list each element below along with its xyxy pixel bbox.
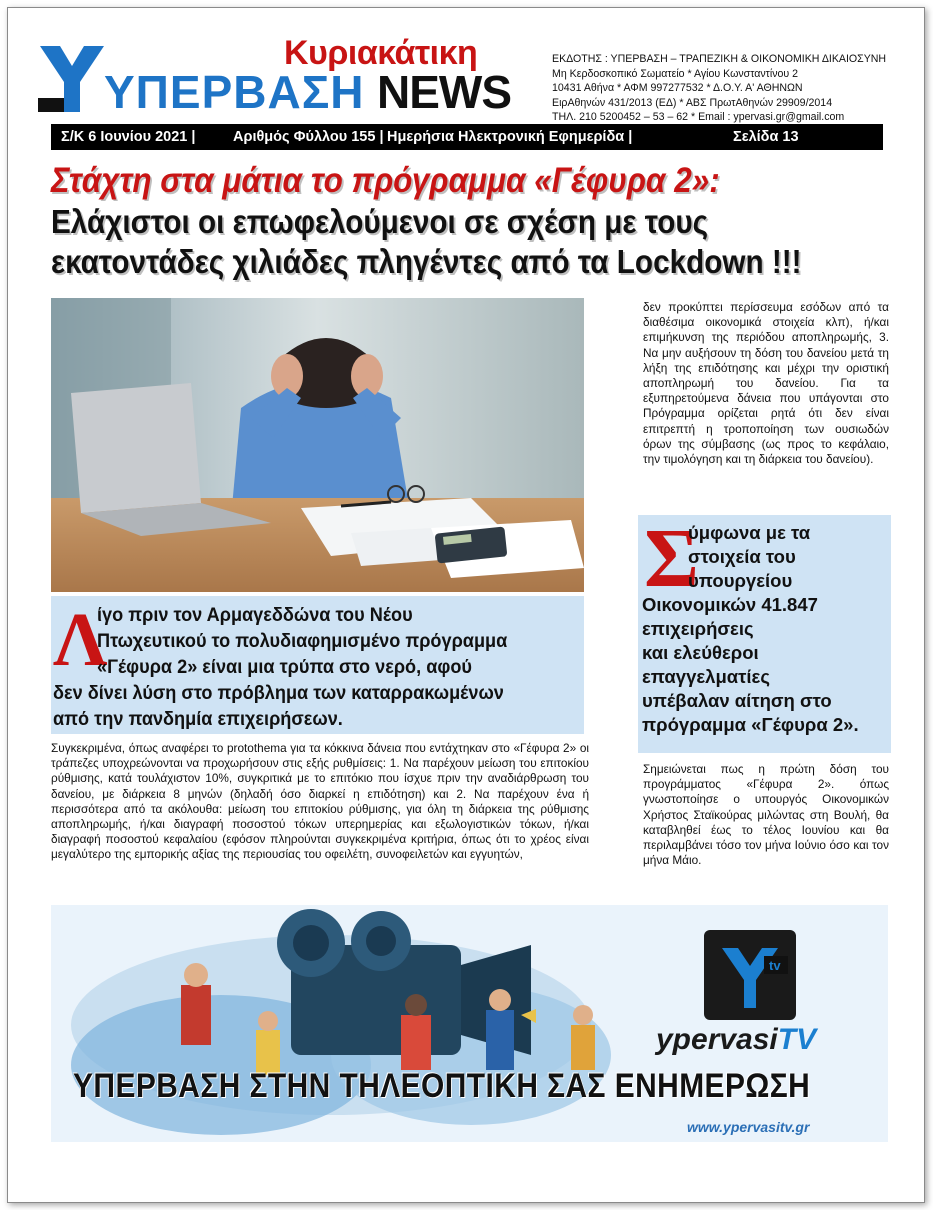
- quote-line: Οικονομικών 41.847: [642, 594, 818, 615]
- lead-line: «Γέφυρα 2» είναι μια τρύπα στο νερό, αφού: [97, 656, 472, 678]
- article-body-right-top: δεν προκύπτει περίσσευμα εσόδων από τα διαθέσιμα οικονομικά στοιχεία κλπ), ή/και επιμήκυνση της περιόδου αποπληρωμής, 3. Να μην αυξήσουν τη δόση του δανείου μετά τη λήξη της επιδότησης και μέχρι την οριστική αποπληρωμή του δανείου. Για τα εξυπηρετούμενα δάνεια που υπάγονται στο Πρόγραμμα ορίζεται ρητά ότι δεν είναι επιτρεπτή η τροποποίηση των ουσιωδών όρων της σύμβασης (ως προς το κεφάλαιο, την τιμολόγηση και τη διάρκεια του δανείου).: [643, 300, 889, 467]
- svg-text:tv: tv: [769, 958, 781, 973]
- issue-info-bar: [51, 124, 883, 150]
- logo-news: NEWS: [377, 66, 511, 118]
- article-headline: [51, 160, 891, 282]
- logo-title: ΥΠΕΡΒΑΣΗ: [104, 66, 365, 118]
- lead-drop-cap: Λ: [53, 598, 108, 682]
- banner-url-link[interactable]: www.ypervasitv.gr: [687, 1119, 810, 1135]
- lead-paragraph-box: [51, 596, 584, 734]
- issue-type: Ημερήσια Ηλεκτρονική Εφημερίδα |: [387, 129, 633, 145]
- issue-number: Αριθμός Φύλλου 155 |: [233, 129, 384, 145]
- publisher-info: [552, 52, 892, 125]
- logo-subtitle: Κυριακάτικη: [284, 34, 478, 72]
- page-number: Σελίδα 13: [733, 129, 799, 145]
- issue-date: Σ/Κ 6 Ιουνίου 2021 |: [61, 129, 196, 145]
- lead-line: Πτωχευτικού το πολυδιαφημισμένο πρόγραμμα: [97, 630, 508, 652]
- quote-line: και ελεύθεροι: [642, 642, 759, 663]
- quote-line: επιχειρήσεις: [642, 618, 754, 639]
- publisher-line: Μη Κερδοσκοπικό Σωματείο * Αγίου Κωνσταντίνου 2: [552, 67, 799, 80]
- brand-name: ypervasi: [656, 1023, 778, 1056]
- quote-line: ύμφωνα με τα: [688, 522, 811, 543]
- brand-tv: TV: [777, 1023, 817, 1056]
- ypervasi-tv-brand: [656, 1023, 816, 1057]
- publisher-line: ΕιρΑθηνών 431/2013 (ΕΔ) * ΑΒΣ ΠρωτΑθηνών 29909/2014: [552, 96, 833, 109]
- ypervasi-tv-banner[interactable]: [51, 905, 888, 1142]
- logo-y-icon: [38, 42, 106, 114]
- publisher-line: 10431 Αθήνα * ΑΦΜ 997277532 * Δ.Ο.Υ. Α' ΑΘΗΝΩΝ: [552, 82, 803, 94]
- masthead-logo: [38, 34, 511, 118]
- headline-line-1: Στάχτη στα μάτια το πρόγραμμα «Γέφυρα 2»:: [51, 161, 720, 200]
- publisher-line: ΕΚΔΟΤΗΣ : ΥΠΕΡΒΑΣΗ – ΤΡΑΠΕΖΙΚΗ & ΟΙΚΟΝΟΜΙΚΗ ΔΙΚΑΙΟΣΥΝΗ: [552, 53, 887, 65]
- headline-line-2: Ελάχιστοι οι επωφελούμενοι σε σχέση με τους: [51, 203, 709, 240]
- quote-line: επαγγελματίες: [642, 666, 770, 687]
- quote-line: στοιχεία του: [688, 546, 796, 567]
- lead-line: από την πανδημία επιχειρήσεων.: [53, 708, 343, 730]
- quote-drop-cap: Σ: [644, 512, 699, 605]
- banner-title: ΥΠΕΡΒΑΣΗ ΣΤΗΝ ΤΗΛΕΟΠΤΙΚΗ ΣΑΣ ΕΝΗΜΕΡΩΣΗ: [73, 1067, 811, 1105]
- headline-line-3: εκατοντάδες χιλιάδες πληγέντες από τα Lockdown !!!: [51, 243, 802, 280]
- article-body-left: Συγκεκριμένα, όπως αναφέρει το protothema για τα κόκκινα δάνεια που εντάχτηκαν στο «Γέφυρα 2» οι τράπεζες υποχρεώνονται να προχωρήσουν στις εξής ρυθμίσεις: 1. Να παρέχουν μείωση του επιτοκίου ρύθμισης, κατά τουλάχιστον 10%, συγκριτικά με το επιτόκιο που ίσχυε πριν την αναδιάρθρωση του δανείου, με διάρκεια 8 μηνών (δηλαδή όσο διαρκεί η επιδότηση) και 2. Να παρέχουν ένα ή περισσότερα από τα ακόλουθα: μείωση του επιτοκίου ρύθμισης, για όλη τη διάρκεια της ρύθμισης αποπληρωμής, ή/και διαγραφή ποσοστού τόκων υπερημερίας και εξωλογιστικών τόκων, ή/και διαγραφή ποσοστού κεφαλαίου (εφόσον πληρούνται συγκεκριμένα κριτήρια, όπως ότι το χρέος είναι μεγαλύτερο της εμπορικής αξίας της περιουσίας του οφειλέτη, συνοφειλετών και εγγυητών,: [51, 741, 589, 862]
- pull-quote-box: [638, 512, 891, 753]
- quote-line: υπουργείου: [688, 570, 793, 591]
- lead-line: δεν δίνει λύση στο πρόβλημα των καταρρακωμένων: [53, 682, 504, 704]
- ypervasi-tv-logo-icon: [704, 930, 796, 1020]
- article-photo: [51, 298, 584, 592]
- article-body-right-bottom: Σημειώνεται πως η πρώτη δόση του προγράμματος «Γέφυρα 2». όπως γνωστοποίησε ο υπουργός Οικονομικών Χρήστος Σταϊκούρας μιλώντας στη Βουλή, θα καταβληθεί έως το τέλος Ιουνίου και θα περιλαμβάνει τόσο τον μήνα Ιούνιο όσο και τον μήνα Μάιο.: [643, 762, 889, 868]
- quote-line: πρόγραμμα «Γέφυρα 2».: [642, 714, 859, 735]
- quote-line: υπέβαλαν αίτηση στο: [642, 690, 832, 711]
- stressed-man-photo: [51, 298, 584, 592]
- publisher-line: ΤΗΛ. 210 5200452 – 53 – 62 * Email : ypervasi.gr@gmail.com: [552, 111, 845, 123]
- lead-line: ίγο πριν τον Αρμαγεδδώνα του Νέου: [97, 604, 413, 626]
